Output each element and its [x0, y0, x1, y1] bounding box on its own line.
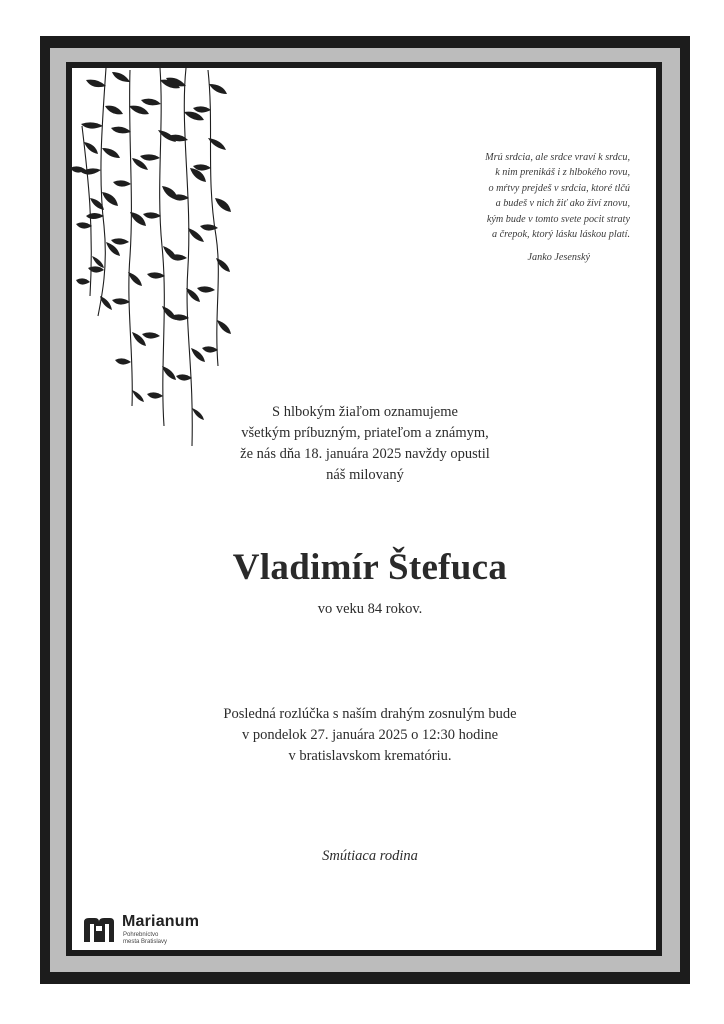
logo-subtitle-line: Pohrebníctvo — [123, 932, 159, 938]
funeral-line: Posledná rozlúčka s naším drahým zosnulým bude — [223, 706, 517, 722]
poem-line: k nim prenikáš i z hlbokého rovu, — [495, 167, 630, 179]
poem — [430, 150, 630, 266]
poem-line: kým bude v tomto svete pocit straty — [486, 213, 630, 225]
family-signature: Smútiaca rodina — [322, 848, 418, 864]
poem-line: a budeš v nich žiť ako živí znovu, — [495, 198, 630, 210]
deceased-age: vo veku 84 rokov. — [317, 601, 423, 617]
funeral-line: v pondelok 27. januára 2025 o 12:30 hodine — [241, 727, 499, 743]
poem-line: a črepok, ktorý lásku láskou platí. — [492, 229, 630, 241]
funeral-line: v bratislavskom krematóriu. — [288, 748, 452, 764]
announcement-line: že nás dňa 18. januára 2025 navždy opustil — [240, 446, 490, 462]
logo-subtitle-line: mesta Bratislavy — [123, 939, 168, 945]
willow-leaves — [70, 72, 231, 420]
poem-line: o mŕtvy prejdeš v srdcia, ktoré tlčú — [488, 182, 630, 194]
logo-subtitle — [123, 932, 203, 946]
poem-author: Janko Jesenský — [527, 252, 590, 264]
announcement-line: náš milovaný — [326, 467, 404, 483]
marianum-logo-icon — [82, 916, 116, 944]
deceased-name: Vladimír Štefuca — [232, 547, 508, 588]
funeral-details — [150, 704, 590, 767]
announcement-line: všetkým príbuzným, priateľom a známym, — [241, 425, 489, 441]
logo-name: Marianum — [122, 913, 200, 930]
announcement-line: S hlbokým žiaľom oznamujeme — [272, 404, 458, 420]
willow-branches-illustration — [68, 66, 248, 456]
poem-line: Mrú srdcia, ale srdce vraví k srdcu, — [485, 152, 630, 163]
marianum-logo — [82, 912, 242, 948]
announcement — [160, 402, 570, 486]
